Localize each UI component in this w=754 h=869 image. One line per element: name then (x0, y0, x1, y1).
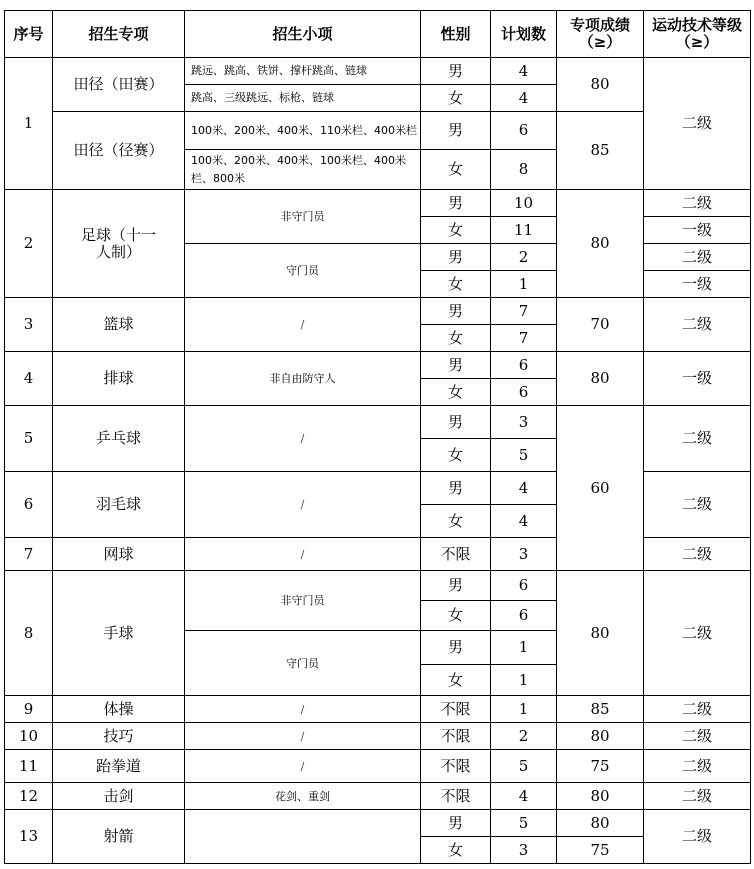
table-row (5, 750, 751, 783)
cell-sub: 非守门员 (185, 190, 421, 244)
cell-sub: 跳高、三级跳远、标枪、链球 (185, 85, 421, 112)
cell-plan: 4 (491, 505, 557, 538)
cell-gender: 男 (421, 571, 491, 601)
cell-level: 二级 (644, 244, 751, 271)
cell-plan: 6 (491, 379, 557, 406)
table-row (5, 190, 751, 217)
cell-major: 排球 (53, 352, 185, 406)
cell-sub: / (185, 406, 421, 472)
cell-seq: 5 (5, 406, 53, 472)
table-row (5, 298, 751, 325)
header-sub: 招生小项 (185, 11, 421, 58)
table-row (5, 406, 751, 439)
cell-plan: 5 (491, 750, 557, 783)
cell-level: 二级 (644, 810, 751, 864)
cell-score: 60 (557, 406, 644, 571)
cell-major: 体操 (53, 696, 185, 723)
cell-sub: / (185, 538, 421, 571)
cell-sub (185, 810, 421, 864)
cell-plan: 4 (491, 58, 557, 85)
cell-level: 一级 (644, 352, 751, 406)
cell-plan: 2 (491, 723, 557, 750)
cell-plan: 6 (491, 112, 557, 150)
cell-gender: 不限 (421, 750, 491, 783)
cell-plan: 4 (491, 472, 557, 505)
table-row (5, 571, 751, 601)
cell-plan: 6 (491, 352, 557, 379)
cell-plan: 4 (491, 783, 557, 810)
cell-level: 二级 (644, 696, 751, 723)
header-row (5, 11, 751, 58)
enrollment-table (4, 10, 751, 864)
cell-seq: 6 (5, 472, 53, 538)
cell-major: 田径（田赛） (53, 58, 185, 112)
cell-gender: 女 (421, 837, 491, 864)
header-level: 运动技术等级（≥） (644, 11, 751, 58)
cell-seq: 8 (5, 571, 53, 696)
cell-plan: 8 (491, 150, 557, 190)
cell-gender: 女 (421, 379, 491, 406)
cell-gender: 女 (421, 325, 491, 352)
cell-gender: 男 (421, 298, 491, 325)
cell-gender: 女 (421, 150, 491, 190)
cell-score: 80 (557, 810, 644, 837)
cell-seq: 9 (5, 696, 53, 723)
cell-sub: / (185, 696, 421, 723)
cell-gender: 男 (421, 244, 491, 271)
cell-sub: / (185, 723, 421, 750)
cell-plan: 7 (491, 325, 557, 352)
cell-plan: 6 (491, 601, 557, 631)
cell-seq: 7 (5, 538, 53, 571)
cell-major: 射箭 (53, 810, 185, 864)
cell-sub: 100米、200米、400米、110米栏、400米栏 (185, 112, 421, 150)
cell-score: 80 (557, 190, 644, 298)
cell-level: 二级 (644, 298, 751, 352)
cell-plan: 6 (491, 571, 557, 601)
cell-gender: 男 (421, 472, 491, 505)
cell-score: 80 (557, 723, 644, 750)
cell-seq: 12 (5, 783, 53, 810)
cell-seq: 10 (5, 723, 53, 750)
cell-gender: 女 (421, 505, 491, 538)
cell-seq: 3 (5, 298, 53, 352)
cell-major: 跆拳道 (53, 750, 185, 783)
cell-level: 二级 (644, 571, 751, 696)
cell-sub: 跳远、跳高、铁饼、撑杆跳高、链球 (185, 58, 421, 85)
cell-score: 80 (557, 58, 644, 112)
cell-plan: 3 (491, 538, 557, 571)
cell-gender: 女 (421, 601, 491, 631)
header-major: 招生专项 (53, 11, 185, 58)
cell-level: 二级 (644, 723, 751, 750)
cell-level: 二级 (644, 750, 751, 783)
cell-gender: 男 (421, 406, 491, 439)
cell-gender: 不限 (421, 723, 491, 750)
cell-sub: / (185, 298, 421, 352)
cell-plan: 10 (491, 190, 557, 217)
cell-plan: 11 (491, 217, 557, 244)
cell-major: 篮球 (53, 298, 185, 352)
cell-major: 羽毛球 (53, 472, 185, 538)
cell-level: 一级 (644, 217, 751, 244)
cell-plan: 7 (491, 298, 557, 325)
cell-major: 技巧 (53, 723, 185, 750)
cell-gender: 女 (421, 217, 491, 244)
cell-level: 二级 (644, 783, 751, 810)
table-row (5, 696, 751, 723)
cell-sub: 守门员 (185, 631, 421, 696)
cell-plan: 1 (491, 631, 557, 665)
cell-score: 70 (557, 298, 644, 352)
cell-seq: 1 (5, 58, 53, 190)
cell-gender: 女 (421, 85, 491, 112)
cell-major: 击剑 (53, 783, 185, 810)
cell-plan: 5 (491, 439, 557, 472)
cell-level: 二级 (644, 472, 751, 538)
cell-major (53, 190, 185, 298)
table-row (5, 810, 751, 837)
header-gender: 性别 (421, 11, 491, 58)
cell-seq: 13 (5, 810, 53, 864)
cell-gender: 女 (421, 665, 491, 696)
cell-seq: 11 (5, 750, 53, 783)
table-row (5, 723, 751, 750)
cell-plan: 4 (491, 85, 557, 112)
header-plan: 计划数 (491, 11, 557, 58)
cell-seq: 4 (5, 352, 53, 406)
cell-level: 二级 (644, 538, 751, 571)
cell-level: 一级 (644, 271, 751, 298)
cell-gender: 男 (421, 810, 491, 837)
table-row (5, 112, 751, 150)
cell-sub: / (185, 472, 421, 538)
table-row (5, 783, 751, 810)
cell-gender: 男 (421, 112, 491, 150)
cell-score: 75 (557, 837, 644, 864)
cell-plan: 1 (491, 665, 557, 696)
cell-gender: 不限 (421, 696, 491, 723)
cell-plan: 1 (491, 271, 557, 298)
cell-sub: 守门员 (185, 244, 421, 298)
cell-level: 二级 (644, 190, 751, 217)
cell-gender: 男 (421, 58, 491, 85)
cell-level: 二级 (644, 58, 751, 190)
cell-score: 85 (557, 112, 644, 190)
cell-score: 80 (557, 783, 644, 810)
cell-sub: 非守门员 (185, 571, 421, 631)
cell-score: 75 (557, 750, 644, 783)
cell-plan: 2 (491, 244, 557, 271)
cell-sub: / (185, 750, 421, 783)
header-seq: 序号 (5, 11, 53, 58)
header-score: 专项成绩（≥） (557, 11, 644, 58)
cell-gender: 男 (421, 352, 491, 379)
cell-plan: 5 (491, 810, 557, 837)
cell-seq: 2 (5, 190, 53, 298)
cell-sub: 非自由防守人 (185, 352, 421, 406)
table-row (5, 352, 751, 379)
cell-gender: 不限 (421, 538, 491, 571)
table-row (5, 58, 751, 85)
cell-score: 80 (557, 352, 644, 406)
cell-sub: 花剑、重剑 (185, 783, 421, 810)
football-label: 足球（十一人制） (80, 225, 156, 261)
cell-major: 手球 (53, 571, 185, 696)
cell-gender: 女 (421, 439, 491, 472)
cell-gender: 女 (421, 271, 491, 298)
cell-gender: 不限 (421, 783, 491, 810)
cell-score: 80 (557, 571, 644, 696)
cell-gender: 男 (421, 631, 491, 665)
cell-plan: 1 (491, 696, 557, 723)
cell-major: 乒乓球 (53, 406, 185, 472)
cell-major: 田径（径赛） (53, 112, 185, 190)
cell-gender: 男 (421, 190, 491, 217)
cell-plan: 3 (491, 406, 557, 439)
cell-level: 二级 (644, 406, 751, 472)
cell-score: 85 (557, 696, 644, 723)
cell-sub: 100米、200米、400米、100米栏、400米栏、800米 (185, 150, 421, 190)
cell-major: 网球 (53, 538, 185, 571)
cell-plan: 3 (491, 837, 557, 864)
